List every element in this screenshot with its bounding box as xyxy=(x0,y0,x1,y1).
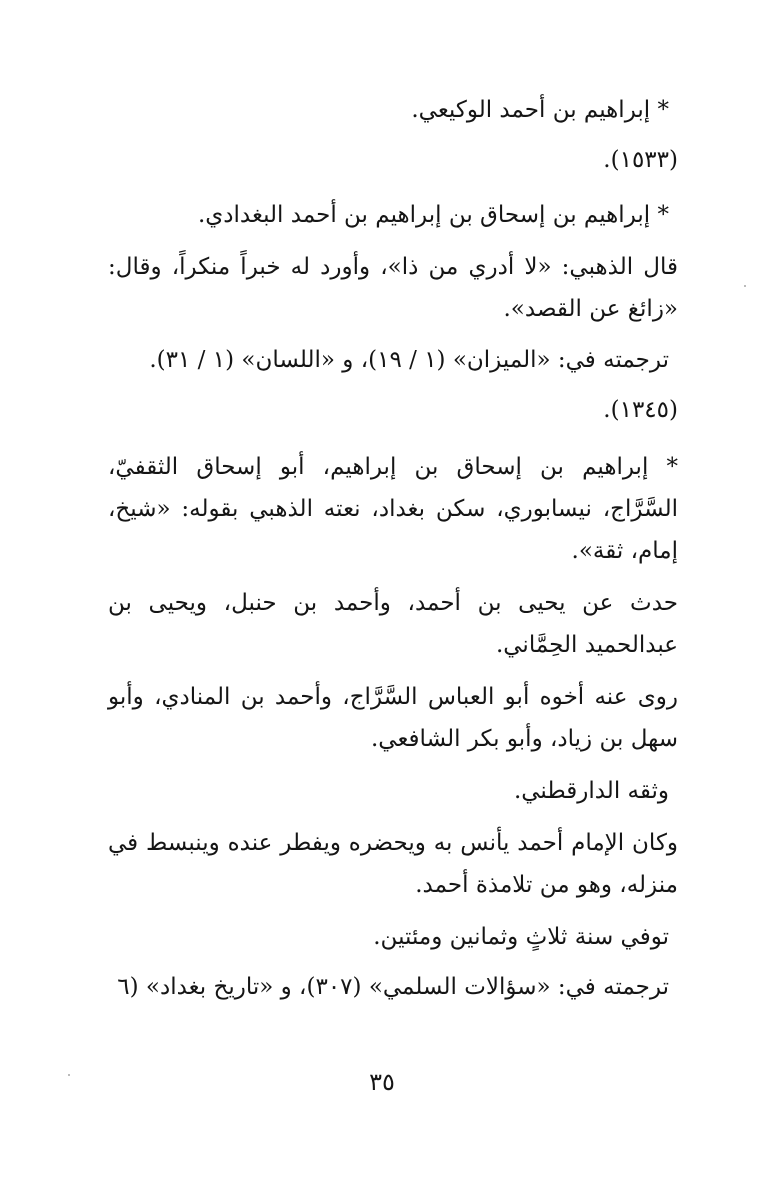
text-line: توفي سنة ثلاثٍ وثمانين ومئتين. xyxy=(373,924,669,950)
entry-heading-al-sarraj: * إبراهيم بن إسحاق بن إبراهيم، أبو إسحاق الثقفيّ، xyxy=(108,454,678,480)
page-number: ٣٥ xyxy=(369,1068,395,1096)
scan-speck xyxy=(744,285,746,287)
reference-number: (١٥٣٣). xyxy=(603,147,678,173)
entry-heading-al-wakii: * إبراهيم بن أحمد الوكيعي. xyxy=(411,97,669,123)
text-line: وثقه الدارقطني. xyxy=(513,778,669,804)
entry-heading-al-baghdadi: * إبراهيم بن إسحاق بن إبراهيم بن أحمد البغدادي. xyxy=(197,202,669,228)
citation-line: ترجمته في: «سؤالات السلمي» (٣٠٧)، و «تاريخ بغداد» (٦ xyxy=(117,974,669,1000)
text-line: سهل بن زياد، وأبو بكر الشافعي. xyxy=(370,726,678,752)
text-line: حدث عن يحيى بن أحمد، وأحمد بن حنبل، ويحيى بن xyxy=(108,590,678,616)
text-line: إمام، ثقة». xyxy=(571,538,678,564)
text-line: قال الذهبي: «لا أدري من ذا»، وأورد له خبراً منكراً، وقال: xyxy=(108,254,678,280)
text-line: وكان الإمام أحمد يأنس به ويحضره ويفطر عنده وينبسط في xyxy=(108,830,678,856)
text-line: روى عنه أخوه أبو العباس السَّرَّاج، وأحمد بن المنادي، وأبو xyxy=(108,684,678,710)
scan-speck xyxy=(68,1074,70,1076)
text-line: «زائغ عن القصد». xyxy=(503,296,678,322)
text-line: السَّرَّاج، نيسابوري، سكن بغداد، نعته الذهبي بقوله: «شيخ، xyxy=(108,496,678,522)
text-line: منزله، وهو من تلامذة أحمد. xyxy=(415,872,678,898)
citation-line: ترجمته في: «الميزان» (١ / ١٩)، و «اللسان» (١ / ٣١). xyxy=(149,347,669,373)
text-line: عبدالحميد الحِمَّاني. xyxy=(495,632,678,658)
reference-number: (١٣٤٥). xyxy=(603,397,678,423)
